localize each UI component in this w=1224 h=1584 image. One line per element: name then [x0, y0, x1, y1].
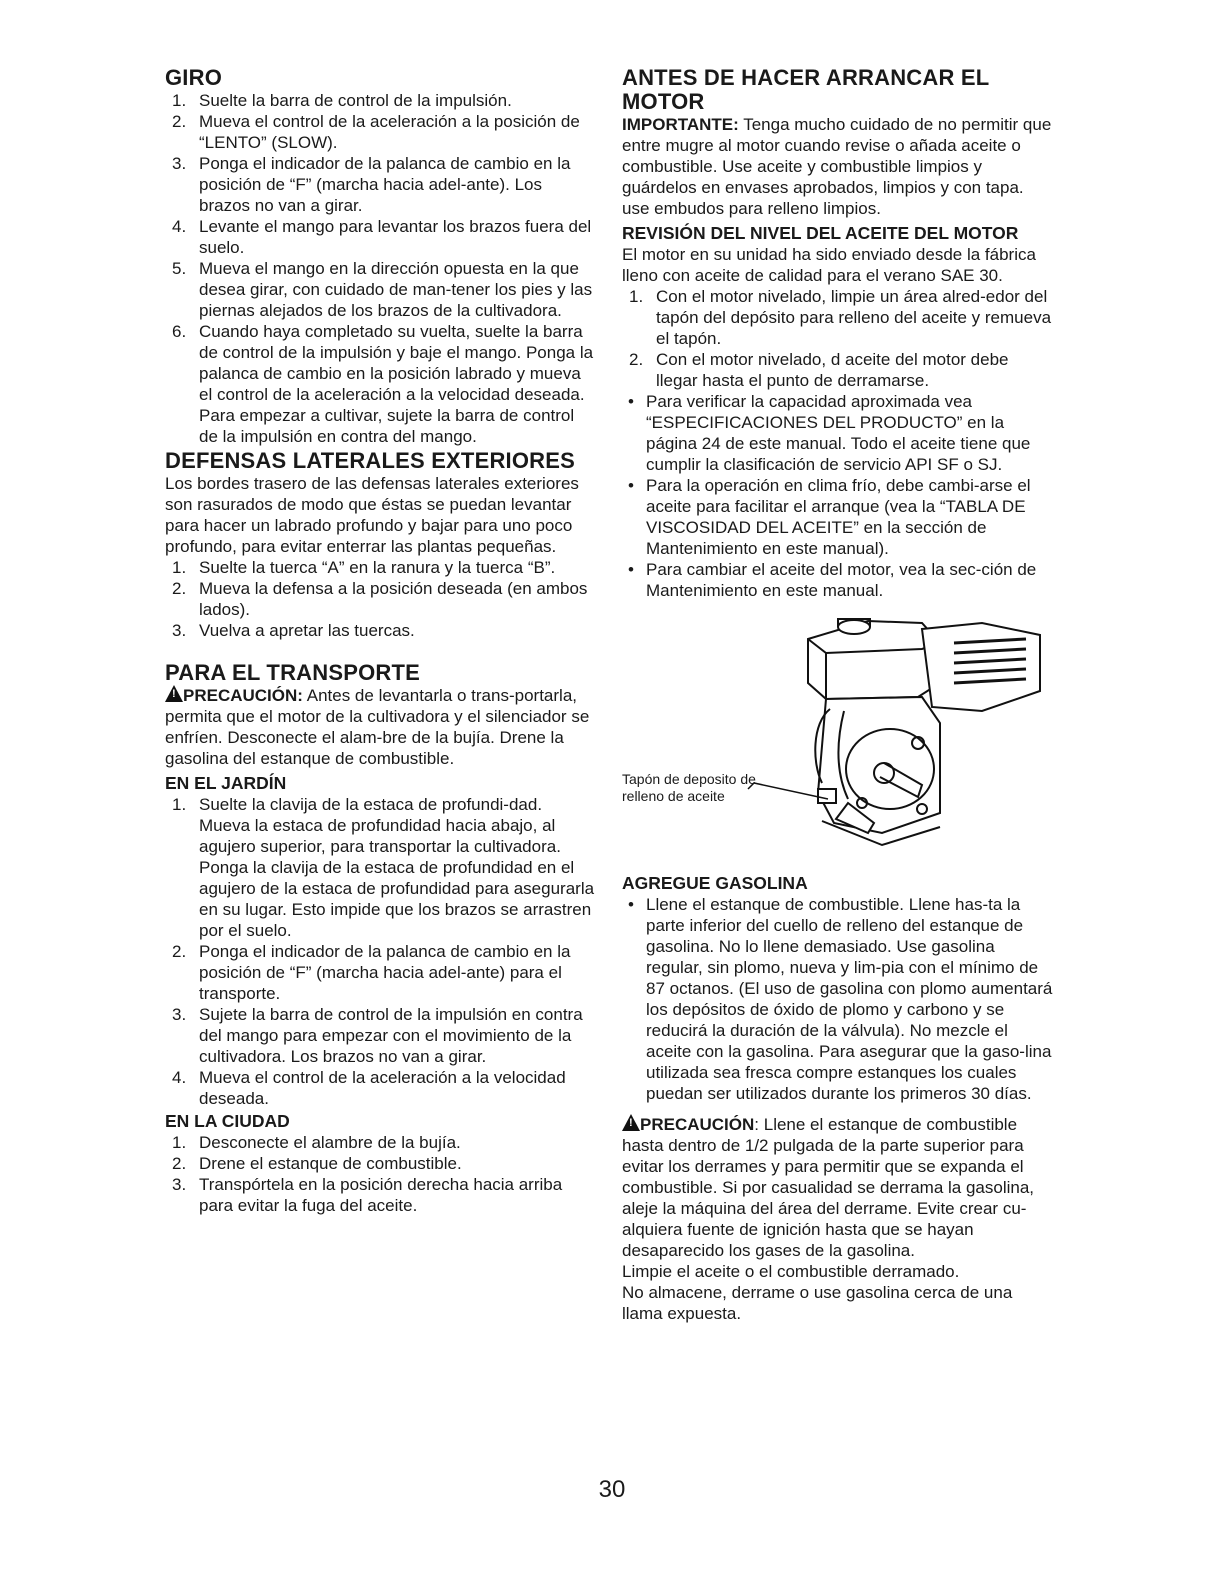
- gasolina-bullets: [622, 894, 1054, 1104]
- figure-caption: Tapón de deposito de relleno de aceite: [622, 771, 756, 804]
- left-column: [165, 66, 597, 1216]
- transporte-caution: !PRECAUCIÓN: Antes de levantarla o trans-portarla, permita que el motor de la cultivadora y el silenciador se enfríen. Desconecte el alam-bre de la bujía. Drene la gasolina del estanque de combustible.: [165, 685, 597, 769]
- list-item: • Para verificar la capacidad aproximada vea “ESPECIFICACIONES DEL PRODUCTO” en la página 24 de este manual. Todo el aceite tiene que cumplir la clasificación de servicio API SF o SJ.: [628, 392, 1031, 474]
- list-item: 3. Ponga el indicador de la palanca de cambio en la posición de “F” (marcha hacia adel-ante). Los brazos no van a girar.: [172, 154, 571, 215]
- list-item: 2. Ponga el indicador de la palanca de cambio en la posición de “F” (marcha hacia adel-ante) para el transporte.: [172, 942, 571, 1003]
- gasolina-heading: AGREGUE GASOLINA: [622, 873, 808, 893]
- engine-illustration: [622, 613, 1054, 861]
- giro-steps: [165, 90, 597, 447]
- gasolina-caution: !PRECAUCIÓN: Llene el estanque de combustible hasta dentro de 1/2 pulgada de la parte superior para evitar los derrames y para permitir que se expanda el combustible. Si por casualidad se derrama la gasolina, aleje la máquina del área del derrame. Evite crear cu-alquiera fuente de ignición hasta que se hayan desaparecido los gases de la gasolina.: [622, 1114, 1054, 1261]
- list-item: 2. Mueva el control de la aceleración a la posición de “LENTO” (SLOW).: [172, 112, 580, 152]
- list-item: 1. Suelte la barra de control de la impulsión.: [172, 91, 512, 110]
- warning-icon: [622, 1114, 640, 1131]
- revision-intro: El motor en su unidad ha sido enviado desde la fábrica lleno con aceite de calidad para el verano SAE 30.: [622, 245, 1036, 285]
- jardin-steps: [165, 794, 597, 1109]
- list-item: 4. Levante el mango para levantar los brazos fuera del suelo.: [172, 217, 592, 257]
- ciudad-steps: [165, 1132, 597, 1216]
- list-item: • Llene el estanque de combustible. Llene has-ta la parte inferior del cuello de relleno del estanque de gasolina. No lo llene demasiado. Use gasolina regular, sin plomo, nueva y lim-pia con el mínimo de 87 octanos. (El uso de gasolina con plomo aumentará los depósitos de óxido de plomo y carbono y se reducirá la duración de la válvula). No mezcle el aceite con la gasolina. Para asegurar que la gaso-lina utilizada sea fresca compre estanques los cuales puedan ser utilizados durante los primeros 30 días.: [628, 895, 1053, 1103]
- list-item: 6. Cuando haya completado su vuelta, suelte la barra de control de la impulsión y baje el mango. Ponga la palanca de cambio en la posición labrado y mueva el control de la aceleración a la velocidad deseada. Para empezar a cultivar, sujete la barra de control de la impulsión en contra del mango.: [172, 322, 594, 446]
- right-column: [622, 66, 1054, 1324]
- transporte-heading: PARA EL TRANSPORTE: [165, 660, 420, 685]
- defensas-heading: DEFENSAS LATERALES EXTERIORES: [165, 448, 575, 473]
- ciudad-heading: EN LA CIUDAD: [165, 1111, 290, 1131]
- gasolina-extra-1: Limpie el aceite o el combustible derramado.: [622, 1262, 960, 1281]
- importante-paragraph: IMPORTANTE: Tenga mucho cuidado de no permitir que entre mugre al motor cuando revise o añada aceite o combustible. Use aceite y combustible limpios y guárdelos en envases aprobados, limpios y con tapa. use embudos para relleno limpios.: [622, 115, 1052, 218]
- antes-heading: ANTES DE HACER ARRANCAR EL MOTOR: [622, 65, 989, 114]
- page-number: 30: [598, 1476, 626, 1503]
- list-item: 1. Suelte la clavija de la estaca de profundi-dad. Mueva la estaca de profundidad hacia abajo, al agujero superior, para transportar la cultivadora. Ponga la clavija de la estaca de profundidad en el agujero de la estaca de profundidad para asegurarla en su lugar. Esto impide que los brazos se arrastren por el suelo.: [172, 795, 595, 940]
- list-item: • Para cambiar el aceite del motor, vea la sec-ción de Mantenimiento en este manual.: [628, 560, 1037, 600]
- list-item: 3. Transpórtela en la posición derecha hacia arriba para evitar la fuga del aceite.: [172, 1175, 563, 1215]
- list-item: 3. Vuelva a apretar las tuercas.: [172, 621, 415, 640]
- list-item: 3. Sujete la barra de control de la impulsión en contra del mango para empezar con el movimiento de la cultivadora. Los brazos no van a girar.: [172, 1005, 583, 1066]
- list-item: 2. Mueva la defensa a la posición deseada (en ambos lados).: [172, 579, 588, 619]
- list-item: 5. Mueva el mango en la dirección opuesta en la que desea girar, con cuidado de man-tener los pies y las piernas alejados de los brazos de la cultivadora.: [172, 259, 593, 320]
- defensas-intro: Los bordes trasero de las defensas laterales exteriores son rasurados de modo que éstas se puedan levantar para hacer un labrado profundo y bajar para uno poco profundo, para evitar enterrar las plantas pequeñas.: [165, 474, 579, 556]
- list-item: 2. Con el motor nivelado, d aceite del motor debe llegar hasta el punto de derramarse.: [629, 350, 1009, 390]
- list-item: 1. Desconecte el alambre de la bujía.: [172, 1133, 461, 1152]
- list-item: • Para la operación en clima frío, debe cambi-arse el aceite para facilitar el arranque (vea la “TABLA DE VISCOSIDAD DEL ACEITE” en la sección de Mantenimiento en este manual).: [628, 476, 1031, 558]
- list-item: 4. Mueva el control de la aceleración a la velocidad deseada.: [172, 1068, 566, 1108]
- gasolina-extra-2: No almacene, derrame o use gasolina cerca de una llama expuesta.: [622, 1283, 1013, 1323]
- revision-steps: [622, 286, 1054, 391]
- list-item: 2. Drene el estanque de combustible.: [172, 1154, 462, 1173]
- warning-icon: [165, 685, 183, 702]
- list-item: 1. Con el motor nivelado, limpie un área alred-edor del tapón del depósito para relleno del aceite y remueva el tapón.: [629, 287, 1052, 348]
- defensas-steps: [165, 557, 597, 641]
- list-item: 1. Suelte la tuerca “A” en la ranura y la tuerca “B”.: [172, 558, 556, 577]
- giro-heading: GIRO: [165, 65, 223, 90]
- revision-heading: REVISIÓN DEL NIVEL DEL ACEITE DEL MOTOR: [622, 223, 1019, 243]
- engine-figure: [622, 613, 1054, 861]
- jardin-heading: EN EL JARDÍN: [165, 773, 287, 793]
- revision-bullets: [622, 391, 1054, 601]
